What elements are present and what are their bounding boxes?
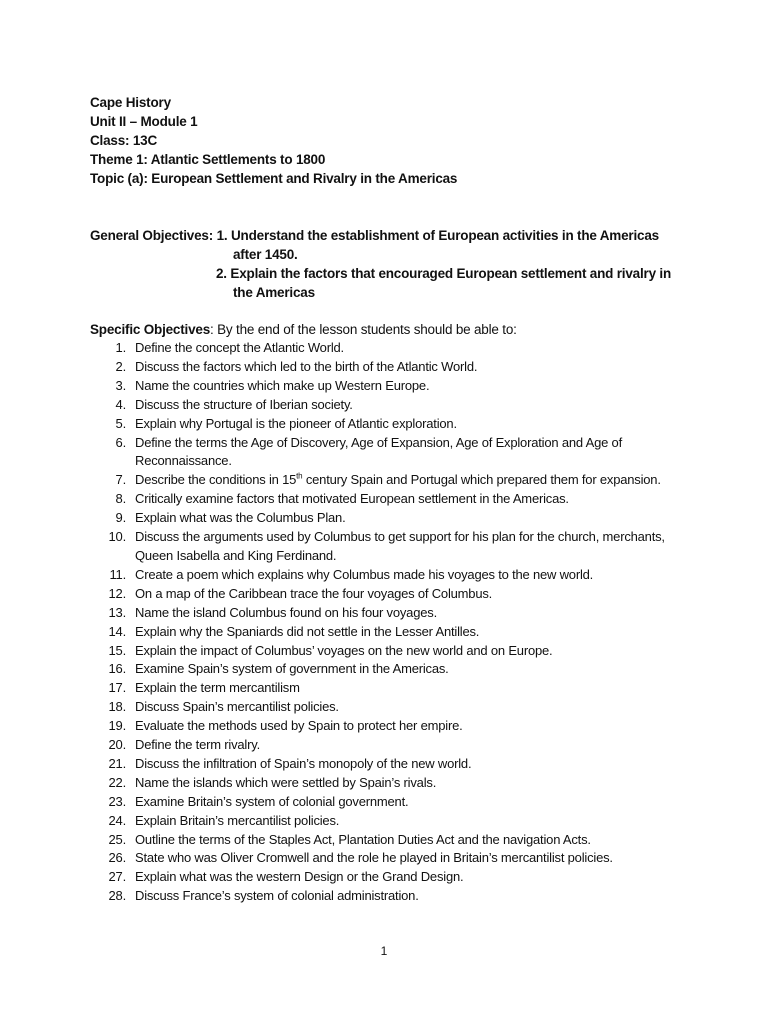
list-item-number: 9. xyxy=(115,510,126,526)
list-item-number: 17. xyxy=(108,680,126,696)
specific-objectives-intro-text: : By the end of the lesson students should be able to: xyxy=(210,322,517,337)
list-item-text: Name the countries which make up Western Europe. xyxy=(135,377,430,393)
list-item-text: Outline the terms of the Staples Act, Plantation Duties Act and the navigation Acts. xyxy=(135,831,591,847)
list-item-text: Examine Spain’s system of government in the Americas. xyxy=(135,661,449,677)
list-item-text: Discuss Spain’s mercantilist policies. xyxy=(135,699,339,715)
list-item xyxy=(90,396,695,415)
list-item xyxy=(90,679,695,698)
list-item xyxy=(90,774,695,793)
list-item xyxy=(90,868,695,887)
list-item-text: Discuss the arguments used by Columbus to get support for his plan for the church, merchants, Queen Isabella and King Ferdinand. xyxy=(135,529,665,563)
general-objective-1-line2: after 1450. xyxy=(233,247,298,262)
general-objective-2-line2: the Americas xyxy=(233,285,315,300)
list-item-text: Define the term rivalry. xyxy=(135,737,260,753)
list-item-number: 24. xyxy=(108,812,126,828)
list-item-text: State who was Oliver Cromwell and the role he played in Britain’s mercantilist policies. xyxy=(135,850,613,866)
general-objectives xyxy=(90,226,671,302)
list-item-number: 16. xyxy=(108,661,126,677)
list-item-text: Explain why Portugal is the pioneer of Atlantic exploration. xyxy=(135,415,457,431)
list-item-number: 4. xyxy=(115,396,126,412)
general-objective-1-line1: 1. Understand the establishment of European activities in the Americas xyxy=(216,228,659,243)
list-item-text: Define the concept the Atlantic World. xyxy=(135,340,344,355)
list-item-text: Evaluate the methods used by Spain to protect her empire. xyxy=(135,718,463,734)
list-item xyxy=(90,415,695,434)
list-item-text: Explain what was the Columbus Plan. xyxy=(135,510,346,526)
list-item-text: Define the terms the Age of Discovery, Age of Expansion, Age of Exploration and Age of Reconnaissance. xyxy=(135,434,622,469)
list-item-number: 6. xyxy=(115,434,126,450)
list-item-text: Critically examine factors that motivated European settlement in the Americas. xyxy=(135,491,569,507)
list-item xyxy=(90,623,695,642)
document-header xyxy=(90,93,457,188)
unit-module: Unit II – Module 1 xyxy=(90,114,198,129)
list-item xyxy=(90,698,695,717)
specific-objectives-label: Specific Objectives xyxy=(90,322,211,337)
list-item xyxy=(90,566,695,585)
list-item-number: 26. xyxy=(108,850,126,866)
list-item xyxy=(90,585,695,604)
list-item xyxy=(90,849,695,868)
class-label: Class: 13C xyxy=(90,133,158,148)
list-item-text: Describe the conditions in 15 xyxy=(135,472,297,488)
list-item xyxy=(90,717,695,736)
list-item-number: 25. xyxy=(108,831,126,847)
page-number: 1 xyxy=(380,944,388,958)
list-item xyxy=(90,434,695,472)
list-item-text: Explain Britain’s mercantilist policies. xyxy=(135,812,340,828)
list-item-text: Explain the impact of Columbus’ voyages on the new world and on Europe. xyxy=(135,642,553,658)
ordinal-superscript: th xyxy=(296,472,303,482)
list-item-text: Discuss the factors which led to the birth of the Atlantic World. xyxy=(135,358,478,374)
list-item-number: 20. xyxy=(108,737,126,753)
list-item-number: 15. xyxy=(108,642,126,658)
list-item-number: 7. xyxy=(115,472,126,488)
general-objective-1 xyxy=(90,226,671,245)
course-title: Cape History xyxy=(90,95,171,110)
list-item-number: 3. xyxy=(115,377,126,393)
theme-label: Theme 1: Atlantic Settlements to 1800 xyxy=(90,152,326,167)
topic-label: Topic (a): European Settlement and Rivalry in the Americas xyxy=(90,171,458,186)
list-item-number: 27. xyxy=(108,869,126,885)
list-item xyxy=(90,831,695,850)
list-item xyxy=(90,377,695,396)
list-item-number: 12. xyxy=(108,585,126,601)
list-item-text: Name the islands which were settled by Spain’s rivals. xyxy=(135,774,437,790)
list-item xyxy=(90,490,695,509)
list-item-number: 11. xyxy=(109,566,126,582)
list-item xyxy=(90,604,695,623)
list-item-number: 18. xyxy=(108,699,126,715)
list-item-text: Name the island Columbus found on his four voyages. xyxy=(135,604,437,620)
list-item-number: 21. xyxy=(108,755,126,771)
list-item xyxy=(90,793,695,812)
list-item-text-cont: century Spain and Portugal which prepared them for expansion. xyxy=(302,472,661,488)
list-item xyxy=(90,755,695,774)
list-item-text: Explain why the Spaniards did not settle in the Lesser Antilles. xyxy=(135,623,480,639)
list-item-text: Discuss France’s system of colonial administration. xyxy=(135,888,419,904)
list-item xyxy=(90,660,695,679)
list-item xyxy=(90,509,695,528)
objectives-list xyxy=(90,339,690,906)
list-item xyxy=(90,528,695,566)
list-item-text: Create a poem which explains why Columbus made his voyages to the new world. xyxy=(135,566,594,582)
list-item-number: 5. xyxy=(115,415,126,431)
list-item-text: Discuss the infiltration of Spain’s monopoly of the new world. xyxy=(135,755,472,771)
list-item-text: On a map of the Caribbean trace the four voyages of Columbus. xyxy=(135,585,493,601)
list-item-text: Examine Britain’s system of colonial government. xyxy=(135,793,409,809)
general-objectives-label: General Objectives: xyxy=(90,228,214,243)
list-item-number: 22. xyxy=(108,774,126,790)
list-item-text: Explain the term mercantilism xyxy=(135,680,300,696)
list-item xyxy=(90,642,695,661)
list-item xyxy=(90,339,695,358)
list-item xyxy=(90,736,695,755)
list-item-number: 23. xyxy=(108,793,126,809)
list-item-number: 1. xyxy=(115,340,126,355)
list-item-number: 28. xyxy=(108,888,126,904)
list-item xyxy=(90,358,695,377)
list-item xyxy=(90,471,695,490)
list-item-number: 2. xyxy=(115,358,126,374)
list-item-text: Discuss the structure of Iberian society. xyxy=(135,396,353,412)
list-item-number: 19. xyxy=(108,718,126,734)
specific-objectives-intro xyxy=(90,320,690,339)
list-item-number: 13. xyxy=(108,604,126,620)
list-item-number: 8. xyxy=(115,491,126,507)
list-item-text: Explain what was the western Design or the Grand Design. xyxy=(135,869,464,885)
general-objective-2-line1: 2. Explain the factors that encouraged European settlement and rivalry in xyxy=(216,266,672,281)
list-item-number: 10. xyxy=(108,529,126,545)
list-item xyxy=(90,812,695,831)
list-item-number: 14. xyxy=(108,623,126,639)
specific-objectives xyxy=(90,320,690,906)
list-item xyxy=(90,887,695,906)
